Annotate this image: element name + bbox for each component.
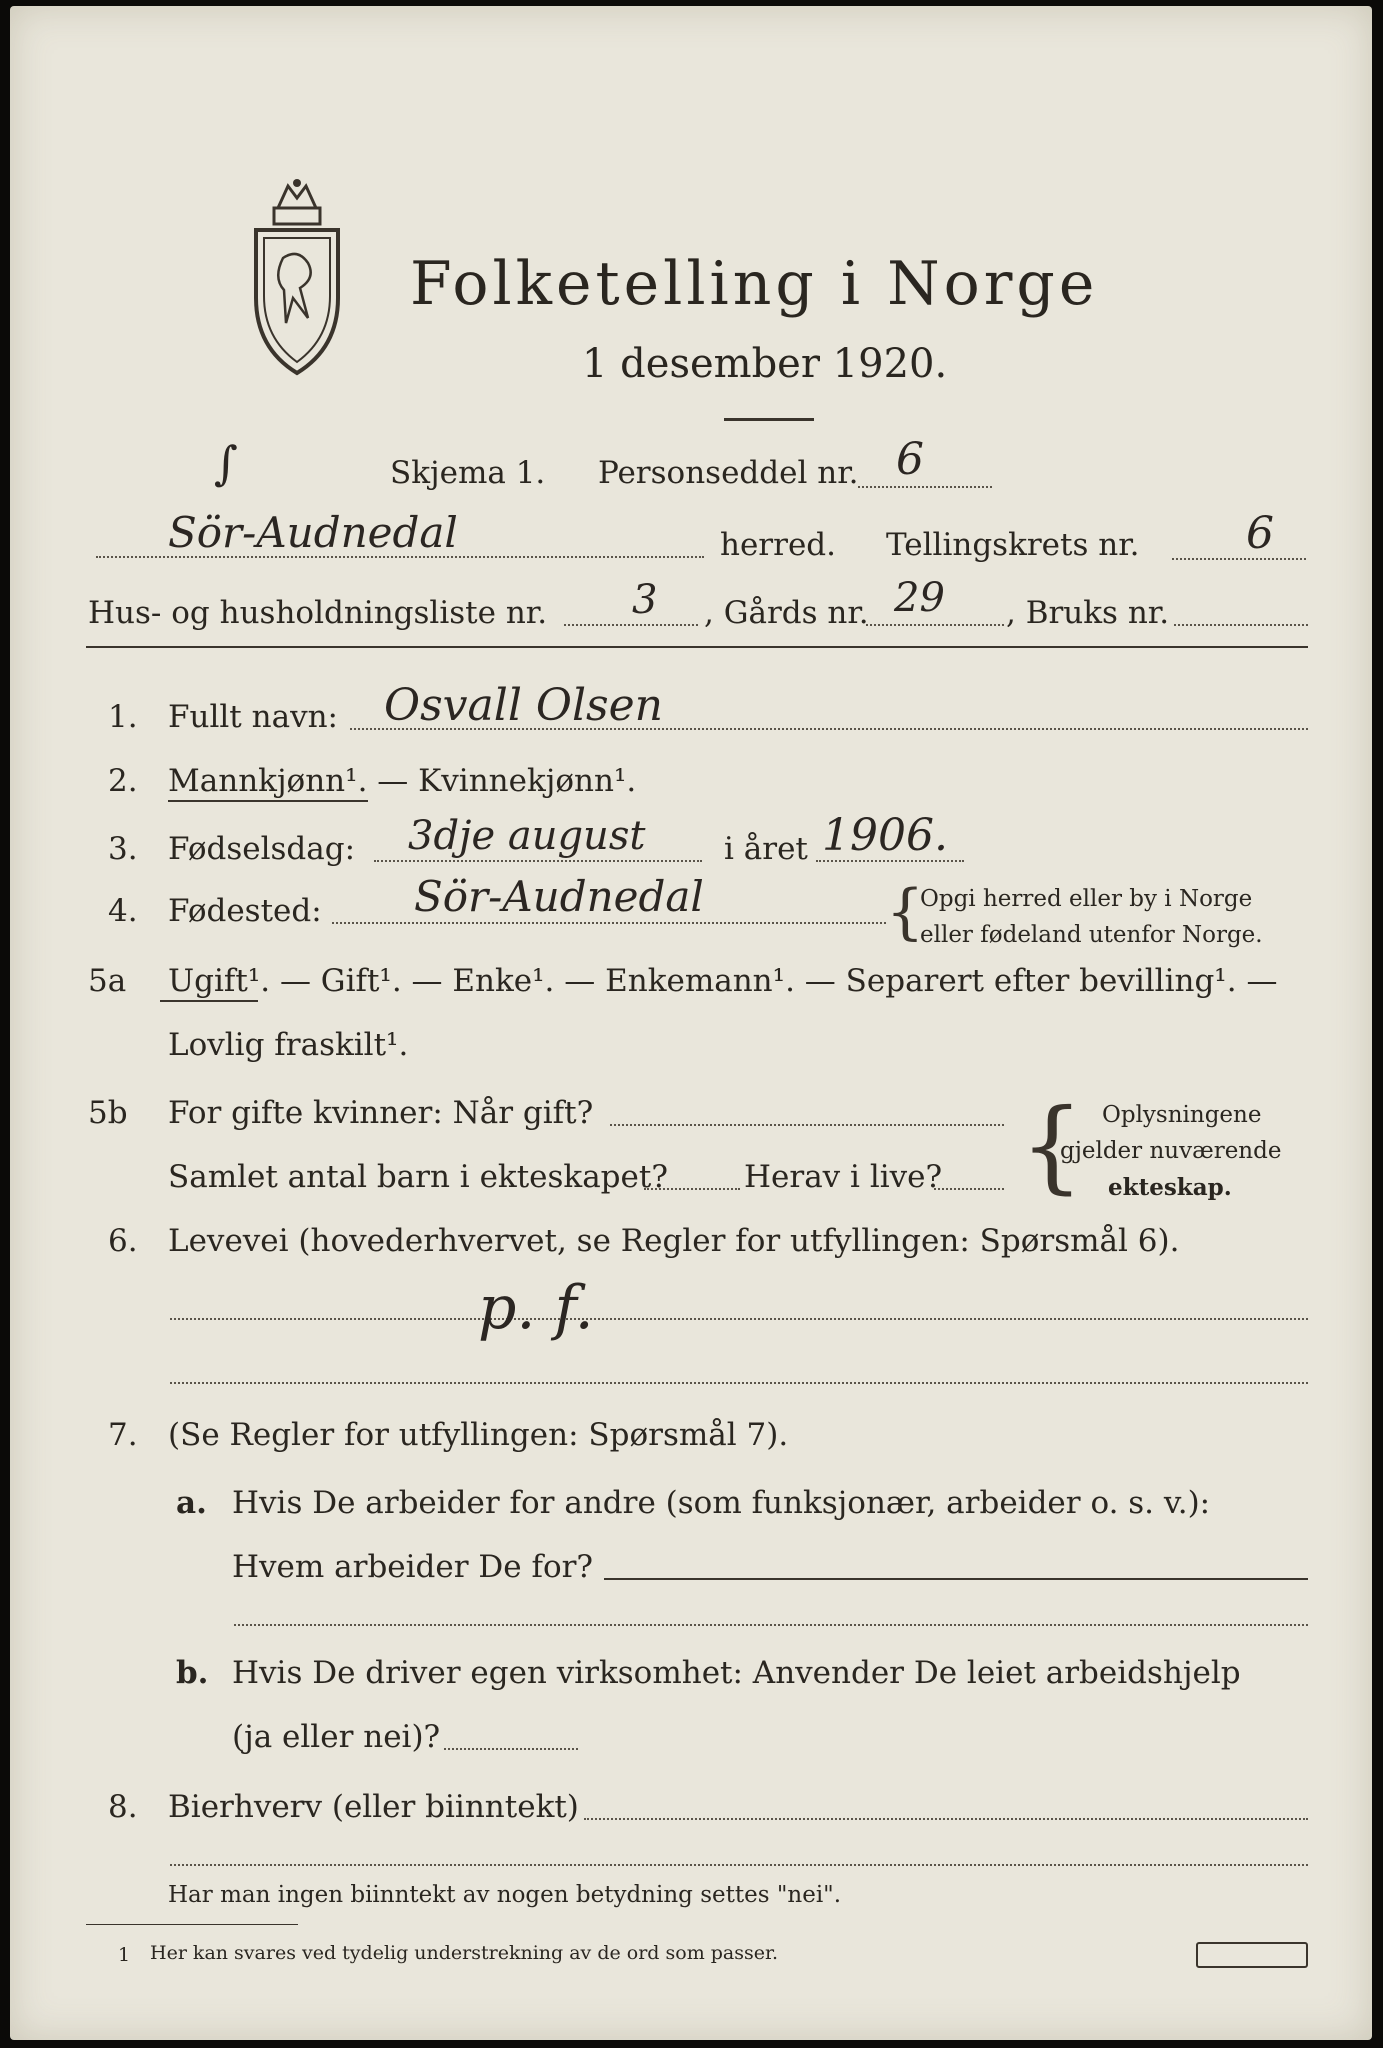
- printer-stamp: [1196, 1942, 1308, 1968]
- q4-line: [332, 922, 886, 924]
- census-date: 1 desember 1920.: [582, 341, 948, 387]
- personseddel-label: Personseddel nr.: [598, 455, 859, 491]
- q7b-line-1: Hvis De driver egen virksomhet: Anvender De leiet arbeidshjelp: [232, 1655, 1241, 1691]
- q5b-line-2a-dots: [644, 1188, 740, 1190]
- q6-line-2: [170, 1382, 1308, 1384]
- q5b-note-1: Oplysningene: [1102, 1102, 1262, 1128]
- q1-number: 1.: [108, 699, 138, 735]
- personseddel-value[interactable]: 6: [896, 434, 924, 485]
- gards-value[interactable]: 29: [894, 575, 945, 621]
- q6-number: 6.: [108, 1223, 138, 1259]
- q7a-letter: a.: [176, 1485, 207, 1521]
- q2-underline: [168, 800, 368, 802]
- bruks-line: [1174, 624, 1308, 626]
- q8-line-2: [170, 1864, 1308, 1866]
- q5a-line-1: Ugift¹. — Gift¹. — Enke¹. — Enkemann¹. — Separert efter bevilling¹. —: [168, 963, 1278, 999]
- bruks-label: , Bruks nr.: [1006, 595, 1170, 631]
- q5b-note-3: ekteskap.: [1108, 1174, 1232, 1201]
- footnote-text: Her kan svares ved tydelig understrekning av de ord som passer.: [150, 1942, 779, 1964]
- husliste-line: [564, 624, 698, 626]
- form-title: Folketelling i Norge: [410, 249, 1099, 319]
- q3-year-value[interactable]: 1906.: [822, 810, 948, 861]
- q1-label: Fullt navn:: [168, 699, 338, 735]
- q5a-underline: [160, 1000, 258, 1002]
- q2-label: Mannkjønn¹. — Kvinnekjønn¹.: [168, 763, 637, 799]
- title-divider: [724, 418, 814, 421]
- q7b-letter: b.: [176, 1655, 209, 1691]
- gards-line: [866, 624, 1004, 626]
- q5b-line-2a: Samlet antal barn i ekteskapet?: [168, 1159, 668, 1195]
- footnote-number: 1: [118, 1944, 131, 1966]
- q5b-number: 5b: [88, 1095, 128, 1131]
- footnote-divider: [86, 1924, 298, 1925]
- tellingskrets-line: [1172, 558, 1306, 560]
- q4-brace: {: [886, 877, 925, 947]
- census-form-page: [10, 6, 1372, 2040]
- personseddel-line: [858, 486, 992, 488]
- q1-value[interactable]: Osvall Olsen: [384, 680, 663, 731]
- q7a-line-1: Hvis De arbeider for andre (som funksjonær, arbeider o. s. v.):: [232, 1485, 1211, 1521]
- q7a-extra-line: [234, 1624, 1308, 1626]
- q6-value[interactable]: p. f.: [478, 1273, 594, 1343]
- handwritten-mark: ∫: [214, 436, 238, 490]
- q6-label: Levevei (hovederhvervet, se Regler for utfyllingen: Spørsmål 6).: [168, 1223, 1180, 1259]
- husliste-label: Hus- og husholdningsliste nr.: [88, 595, 548, 631]
- q4-number: 4.: [108, 893, 138, 929]
- q5a-number: 5a: [88, 963, 127, 999]
- q5a-line-2: Lovlig fraskilt¹.: [168, 1027, 409, 1063]
- q7a-answer-line: [604, 1578, 1308, 1580]
- q5b-brace: {: [1020, 1087, 1084, 1204]
- herred-label: herred.: [720, 527, 836, 563]
- herred-value[interactable]: Sör-Audnedal: [168, 508, 458, 557]
- q8-line-1: [584, 1818, 1308, 1820]
- q7a-line-2: Hvem arbeider De for?: [232, 1549, 594, 1585]
- q7b-answer-line: [444, 1748, 578, 1750]
- q3-label: Fødselsdag:: [168, 831, 356, 867]
- q4-note-2: eller fødeland utenfor Norge.: [920, 922, 1263, 948]
- q8-label: Bierhverv (eller biinntekt): [168, 1789, 579, 1825]
- q4-value[interactable]: Sör-Audnedal: [414, 872, 704, 921]
- q5b-line-1-dots: [610, 1124, 1004, 1126]
- q5b-line-2b: Herav i live?: [744, 1159, 943, 1195]
- q7-label: (Se Regler for utfyllingen: Spørsmål 7).: [168, 1417, 789, 1453]
- q2-number: 2.: [108, 763, 138, 799]
- q3-value[interactable]: 3dje august: [408, 813, 646, 859]
- no-income-note: Har man ingen biinntekt av nogen betydning settes "nei".: [168, 1882, 842, 1908]
- q7-number: 7.: [108, 1417, 138, 1453]
- tellingskrets-label: Tellingskrets nr.: [886, 527, 1140, 563]
- gards-label: , Gårds nr.: [704, 595, 869, 631]
- q5b-note-2: gjelder nuværende: [1060, 1138, 1282, 1164]
- q3-number: 3.: [108, 831, 138, 867]
- q6-line-1: [170, 1318, 1308, 1320]
- q5b-line-2b-dots: [934, 1188, 1004, 1190]
- q5b-line-1: For gifte kvinner: Når gift?: [168, 1095, 594, 1131]
- q8-number: 8.: [108, 1789, 138, 1825]
- header-divider: [86, 646, 1308, 648]
- coat-of-arms-icon: [238, 178, 356, 378]
- q4-note-1: Opgi herred eller by i Norge: [920, 886, 1253, 912]
- skjema-label: Skjema 1.: [390, 455, 546, 491]
- q3-line: [374, 860, 702, 862]
- tellingskrets-value[interactable]: 6: [1246, 508, 1274, 559]
- q3-year-label: i året: [724, 831, 808, 867]
- q4-label: Fødested:: [168, 893, 322, 929]
- husliste-value[interactable]: 3: [632, 577, 658, 623]
- q7b-line-2: (ja eller nei)?: [232, 1719, 441, 1755]
